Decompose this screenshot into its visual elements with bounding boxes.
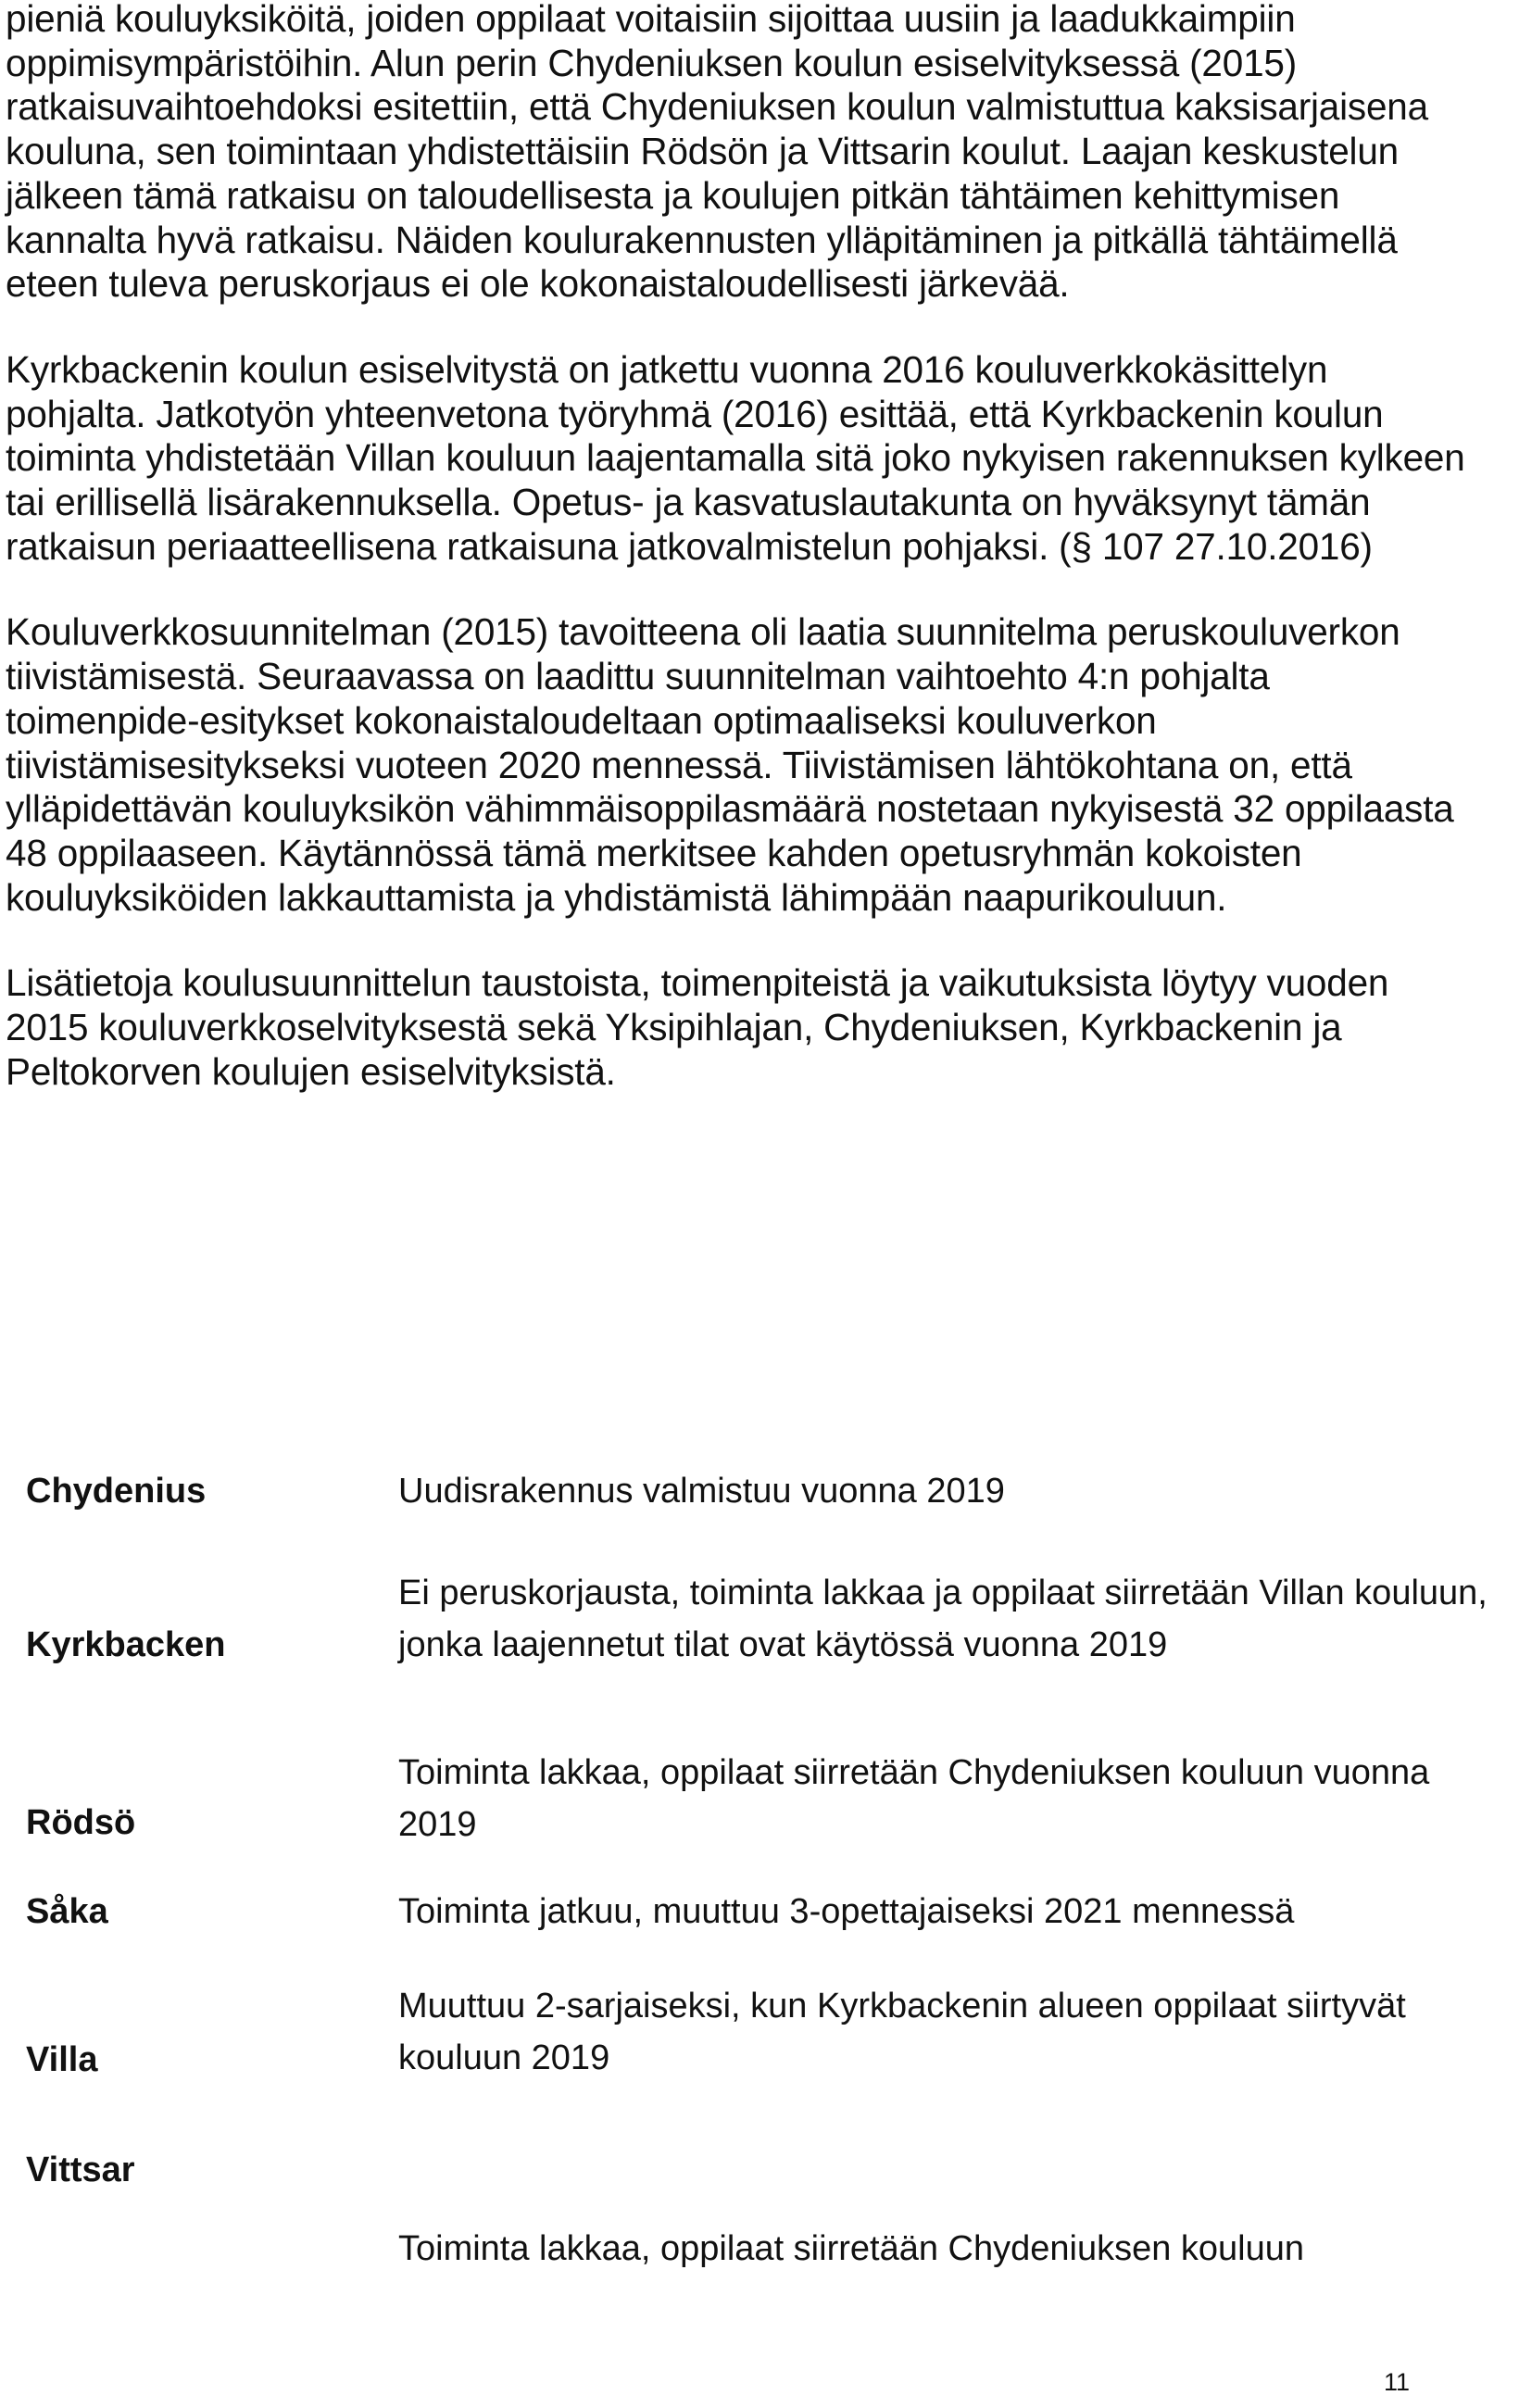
school-description: Ei peruskorjausta, toiminta lakkaa ja oppilaat siirretään Villan kouluun, jonka laajennetut tilat ovat käytössä vuonna 2019: [398, 1574, 1488, 1664]
paragraph-1: pieniä kouluyksiköitä, joiden oppilaat voitaisiin sijoittaa uusiin ja laadukkaimpiin oppimisympäristöihin. Alun perin Chydeniuksen koulun esiselvityksessä (2015) ratkaisuvaihtoehdoksi esitettiin, että Chydeniuksen koulun valmistuttua kaksisarjaisena kouluna, sen toimintaan yhdistettäisiin Rödsön ja Vittsarin koulut. Laajan keskustelun jälkeen tämä ratkaisu on taloudellisesta ja koulujen pitkän tähtäimen kehittymisen kannalta hyvä ratkaisu. Näiden koulurakennusten ylläpitäminen ja pitkällä tähtäimellä eteen tuleva peruskorjaus ei ole kokonaistaloudellisesti järkevää.: [6, 0, 1428, 306]
school-name: Chydenius: [26, 1472, 207, 1511]
school-description: Uudisrakennus valmistuu vuonna 2019: [398, 1472, 1005, 1511]
school-description: Muuttuu 2-sarjaiseksi, kun Kyrkbackenin alueen oppilaat siirtyvät kouluun 2019: [398, 1987, 1406, 2077]
page-number: 11: [1384, 2368, 1411, 2396]
body-text: [6, 0, 1469, 1135]
school-name: Kyrkbacken: [26, 1625, 226, 1664]
school-description: Toiminta lakkaa, oppilaat siirretään Chydeniuksen kouluun: [398, 2229, 1305, 2268]
paragraph-4: Lisätietoja koulusuunnittelun taustoista, toimenpiteistä ja vaikutuksista löytyy vuoden 2015 kouluverkkoselvityksestä sekä Yksipihlajan, Chydeniuksen, Kyrkbackenin ja Peltokorven koulujen esiselvityksistä.: [6, 961, 1389, 1093]
school-description: Toiminta jatkuu, muuttuu 3-opettajaiseksi 2021 mennessä: [398, 1892, 1295, 1931]
paragraph-2: Kyrkbackenin koulun esiselvitystä on jatkettu vuonna 2016 kouluverkkokäsittelyn pohjalta. Jatkotyön yhteenvetona työryhmä (2016) esittää, että Kyrkbackenin koulun toiminta yhdistetään Villan kouluun laajentamalla sitä joko nykyisen rakennuksen kylkeen tai erillisellä lisärakennuksella. Opetus- ja kasvatuslautakunta on hyväksynyt tämän ratkaisun periaatteellisena ratkaisuna jatkovalmistelun pohjaksi. (§ 107 27.10.2016): [6, 347, 1465, 568]
school-description: Toiminta lakkaa, oppilaat siirretään Chydeniuksen kouluun vuonna 2019: [398, 1753, 1430, 1844]
school-name: Rödsö: [26, 1803, 136, 1842]
school-name: Såka: [26, 1892, 108, 1931]
school-name: Vittsar: [26, 2151, 135, 2189]
paragraph-3: Kouluverkkosuunnitelman (2015) tavoitteena oli laatia suunnitelma peruskouluverkon tiivistämisestä. Seuraavassa on laadittu suunnitelman vaihtoehto 4:n pohjalta toimenpide-esitykset kokonaistaloudeltaan optimaaliseksi kouluverkon tiivistämisesitykseksi vuoteen 2020 mennessä. Tiivistämisen lähtökohtana on, että ylläpidettävän kouluyksikön vähimmäisoppilasmäärä nostetaan nykyisestä 32 oppilaasta 48 oppilaaseen. Käytännössä tämä merkitsee kahden opetusryhmän kokoisten kouluyksiköiden lakkauttamista ja yhdistämistä lähimpään naapurikouluun.: [6, 610, 1454, 919]
school-name: Villa: [26, 2040, 98, 2079]
